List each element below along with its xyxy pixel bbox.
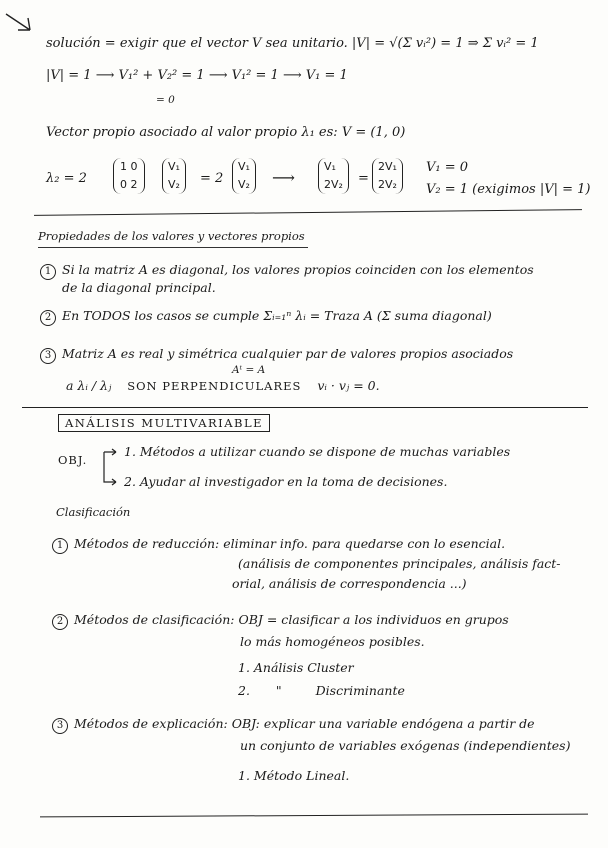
method-2-sub2 [238, 683, 405, 699]
vector-entry: V₂ [168, 178, 180, 191]
vector-entry: V₁ [238, 160, 250, 173]
perpendicular-text: SON PERPENDICULARES [127, 379, 302, 393]
norm-line-note: = 0 [156, 94, 175, 106]
objective-2: 2. Ayudar al investigador en la toma de decisiones. [124, 474, 448, 489]
method-2-detail: lo más homogéneos posibles. [240, 634, 425, 649]
method-1-detail: (análisis de componentes principales, análisis fact- [238, 556, 561, 571]
implies-arrow: ⟶ [272, 168, 295, 187]
number-badge: 2 [52, 614, 68, 630]
method-1-detail: orial, análisis de correspondencia ...) [232, 576, 467, 591]
norm-line: |V| = 1 ⟶ V₁² + V₂² = 1 ⟶ V₁² = 1 ⟶ V₁ = 1 [46, 68, 348, 83]
number-badge: 1 [40, 264, 56, 280]
vector-entry: 2V₂ [378, 178, 397, 191]
number-badge: 3 [40, 348, 56, 364]
number-badge: 2 [40, 310, 56, 326]
eq-sign: = [358, 171, 369, 186]
multivariable-title: ANÁLISIS MULTIVARIABLE [58, 414, 270, 432]
lambda2-label: λ₂ = 2 [46, 171, 87, 186]
properties-heading: Propiedades de los valores y vectores propios [38, 229, 305, 243]
method-3-detail: un conjunto de variables exógenas (independientes) [240, 738, 571, 753]
method-2-sub1: 1. Análisis Cluster [238, 660, 354, 675]
sub-text: Discriminante [315, 683, 405, 698]
vector-entry: 2V₁ [378, 160, 397, 173]
vector-entry: 2V₂ [324, 178, 343, 191]
ditto-mark: " [275, 683, 282, 698]
vector-entry: V₁ [168, 160, 180, 173]
eigenvector-line: Vector propio asociado al valor propio λ₁ es: V = (1, 0) [46, 125, 406, 140]
property-text: En TODOS los casos se cumple Σᵢ₌₁ⁿ λᵢ = Traza A (Σ suma diagonal) [62, 308, 492, 323]
matrix-a-row: 1 0 [120, 160, 138, 173]
method-3-sub1: 1. Método Lineal. [238, 768, 350, 783]
matrix-a-row: 0 2 [120, 178, 138, 191]
symmetric-note: Aᵗ = A [232, 364, 266, 376]
method-3 [52, 716, 535, 734]
number-badge: 3 [52, 718, 68, 734]
result-v2: V₂ = 1 (exigimos |V| = 1) [426, 182, 591, 197]
method-1 [52, 536, 505, 554]
method-text: Métodos de reducción: eliminar info. para quedarse con lo esencial. [74, 536, 506, 551]
result-v1: V₁ = 0 [426, 160, 469, 175]
vector-entry: V₂ [238, 178, 250, 191]
objective-1: 1. Métodos a utilizar cuando se dispone de muchas variables [124, 444, 511, 459]
property-text: Si la matriz A es diagonal, los valores propios coinciden con los elementos [62, 262, 534, 277]
method-text: Métodos de explicación: OBJ: explicar una variable endógena a partir de [74, 716, 535, 731]
property-1-cont: de la diagonal principal. [62, 280, 216, 295]
objective-label: OBJ. [58, 453, 88, 467]
property-text: Matriz A es real y simétrica cualquier par de valores propios asociados [62, 346, 514, 361]
number-badge: 1 [52, 538, 68, 554]
eq-factor: = 2 [200, 171, 224, 186]
method-text: Métodos de clasificación: OBJ = clasificar a los individuos en grupos [74, 612, 509, 627]
solution-line: solución = exigir que el vector V sea unitario. |V| = √(Σ vᵢ²) = 1 ⇒ Σ vᵢ² = 1 [46, 36, 539, 51]
lambda-pair: a λᵢ / λⱼ [66, 378, 112, 393]
method-2 [52, 612, 509, 630]
dot-product: vᵢ · vⱼ = 0. [317, 378, 380, 393]
sub-number: 2. [238, 683, 250, 698]
vector-entry: V₁ [324, 160, 336, 173]
classification-heading: Clasificación [56, 505, 131, 519]
